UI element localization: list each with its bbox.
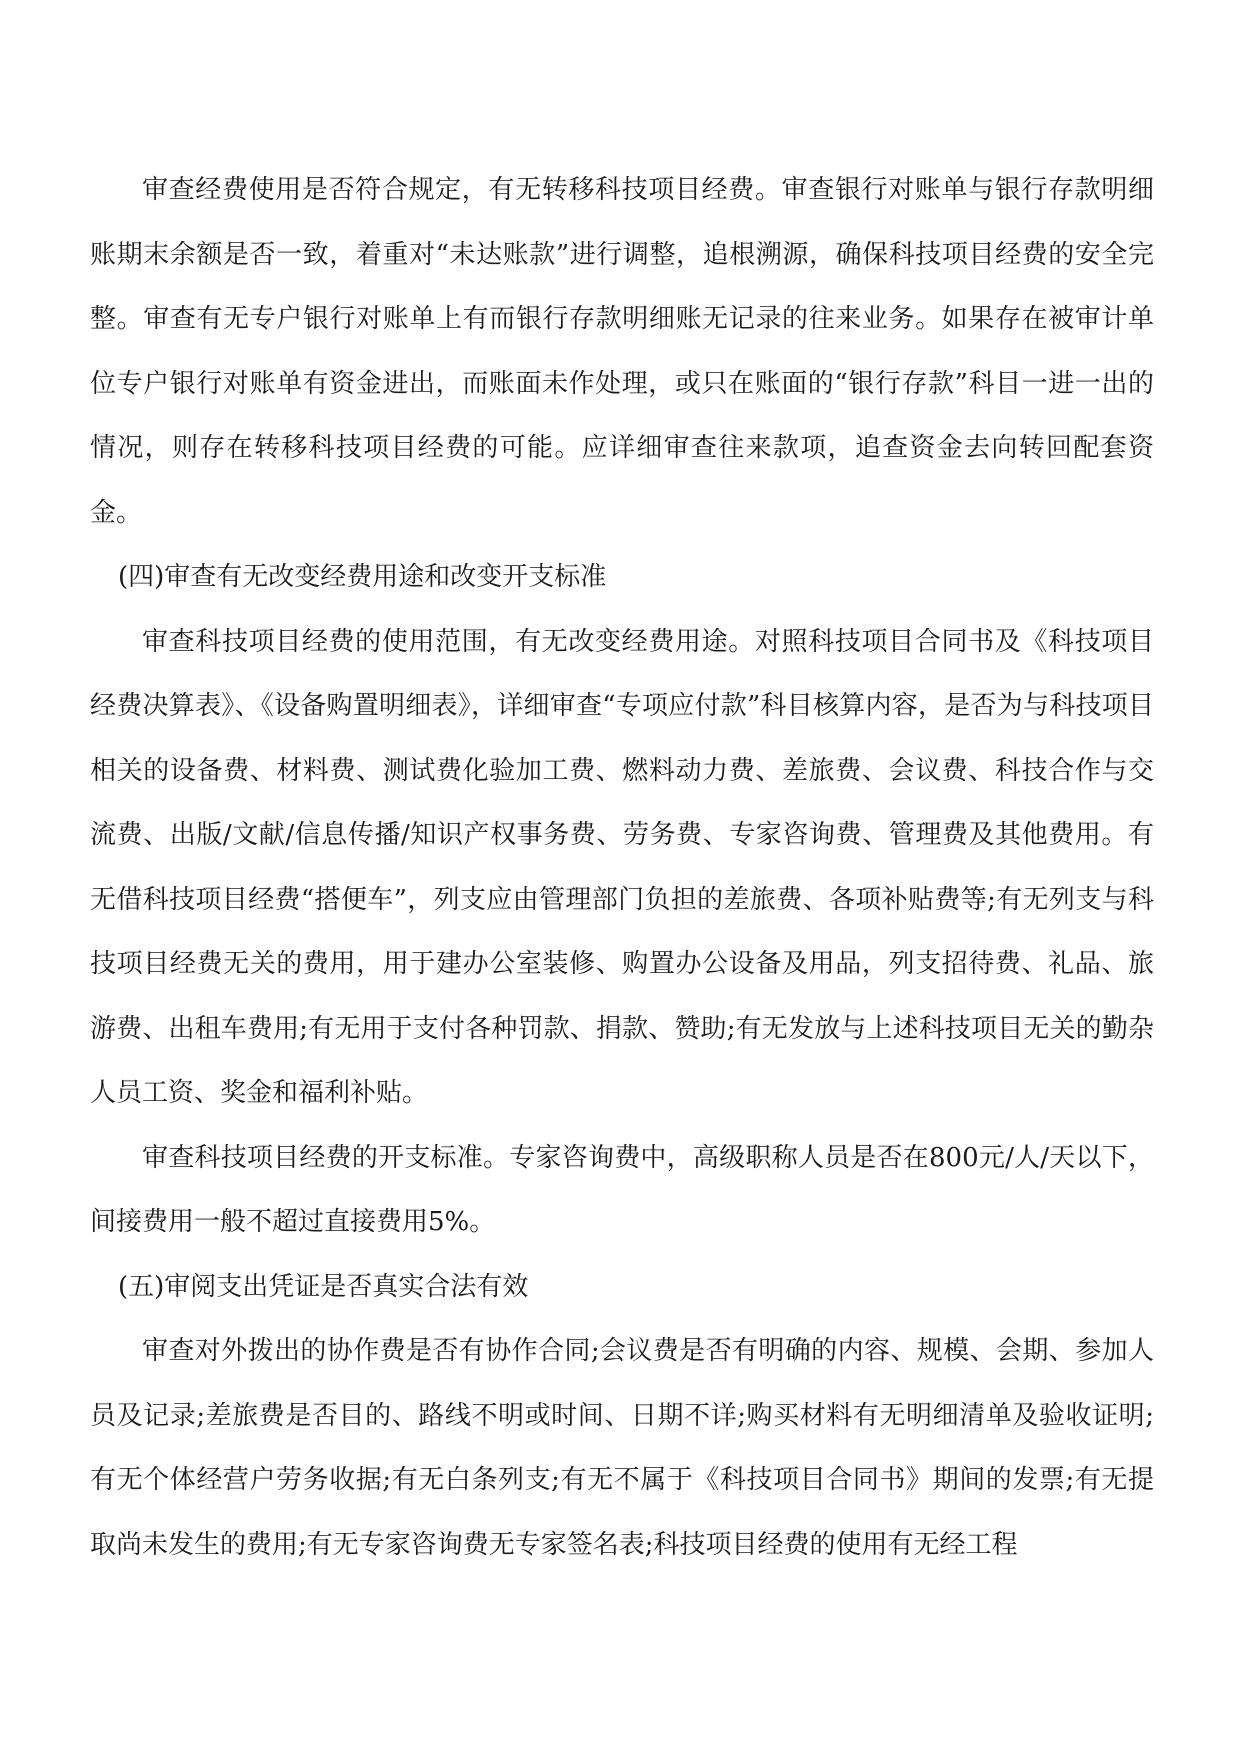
- paragraph-usage-scope: 审查科技项目经费的使用范围，有无改变经费用途。对照科技项目合同书及《科技项目经费决算表》、《设备购置明细表》，详细审查“专项应付款”科目核算内容，是否为与科技项目相关的设备费、材料费、测试费化验加工费、燃料动力费、差旅费、会议费、科技合作与交流费、出版/文献/信息传播/知识产权事务费、劳务费、专家咨询费、管理费及其他费用。有无借科技项目经费“搭便车”，列支应由管理部门负担的差旅费、各项补贴费等;有无列支与科技项目经费无关的费用，用于建办公室装修、购置办公设备及用品，列支招待费、礼品、旅游费、出租车费用;有无用于支付各种罚款、捐款、赞助;有无发放与上述科技项目无关的勤杂人员工资、奖金和福利补贴。: [90, 626, 1154, 1108]
- document-body: [90, 158, 1154, 1577]
- paragraph-expense-standard: 审查科技项目经费的开支标准。专家咨询费中，高级职称人员是否在800元/人/天以下，间接费用一般不超过直接费用5%。: [90, 1142, 1154, 1237]
- section-heading-5: (五)审阅支出凭证是否真实合法有效: [118, 1271, 529, 1302]
- paragraph-vouchers: 审查对外拨出的协作费是否有协作合同;会议费是否有明确的内容、规模、会期、参加人员及记录;差旅费是否目的、路线不明或时间、日期不详;购买材料有无明细清单及验收证明;有无个体经营户劳务收据;有无白条列支;有无不属于《科技项目合同书》期间的发票;有无提取尚未发生的费用;有无专家咨询费无专家签名表;科技项目经费的使用有无经工程: [90, 1336, 1154, 1560]
- section-heading-4: (四)审查有无改变经费用途和改变开支标准: [118, 562, 607, 592]
- paragraph-fund-transfer: 审查经费使用是否符合规定，有无转移科技项目经费。审查银行对账单与银行存款明细账期末余额是否一致，着重对“未达账款”进行调整，追根溯源，确保科技项目经费的安全完整。审查有无专户银行对账单上有而银行存款明细账无记录的往来业务。如果存在被审计单位专户银行对账单有资金进出，而账面未作处理，或只在账面的“银行存款”科目一进一出的情况，则存在转移科技项目经费的可能。应详细审查往来款项，追查资金去向转回配套资金。: [90, 175, 1154, 528]
